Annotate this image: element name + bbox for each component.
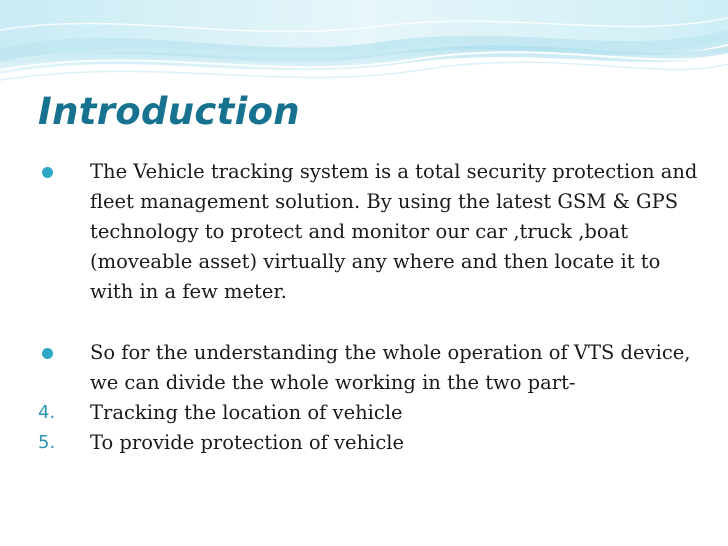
bullet-text: So for the understanding the whole operation of VTS device, we can divide the whole working in the two part- — [90, 341, 691, 394]
item-number: 4. — [38, 402, 56, 423]
bullet-dot — [42, 348, 53, 359]
wave-banner-decoration — [0, 0, 728, 95]
bullet-item — [0, 157, 728, 307]
slide-title: Introduction — [38, 90, 300, 133]
bullet-item — [0, 338, 728, 398]
numbered-text: To provide protection of vehicle — [90, 431, 405, 454]
item-number: 5. — [38, 432, 56, 453]
numbered-text: Tracking the location of vehicle — [90, 401, 403, 424]
numbered-item — [0, 398, 728, 428]
bullet-text: The Vehicle tracking system is a total security protection and fleet management solution. By using the latest GSM & GPS technology to protect and monitor our car ,truck ,boat (moveable asset) virtually any where and then locate it to with in a few meter. — [90, 160, 698, 303]
bullet-dot — [42, 167, 53, 178]
slide-content — [0, 157, 728, 458]
numbered-item — [0, 428, 728, 458]
